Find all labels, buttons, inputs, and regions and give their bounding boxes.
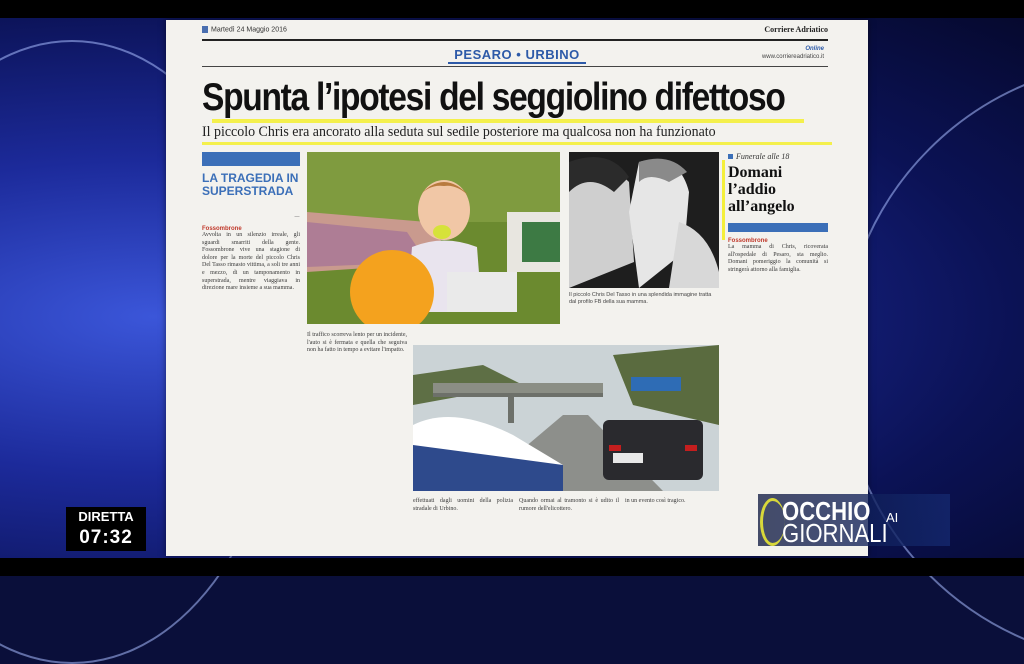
city-tag: Fossombrone [202,226,242,232]
kiss-photo [569,152,719,288]
article-body-right: La mamma di Chris, ricoverata all'ospedale di Pesaro, sta meglio. Domani pomeriggio la comunità si stringerà attorno alla famiglia. [728,244,828,273]
photo-caption: Il piccolo Chris Del Tasso in una splendida immagine tratta dal profilo FB della sua mamma. [569,292,712,305]
right-title: Domani l’addio all’angelo [728,164,795,215]
right-column [728,152,828,274]
live-time: 07:32 [79,527,133,548]
issue-date: Martedì 24 Maggio 2016 [202,26,287,33]
byline: — [294,214,300,220]
accident-scene-photo [413,345,719,491]
article-body-b3: in un evento così tragico. [625,498,686,504]
letterbox-top [0,0,1024,18]
right-city-tag: Fossombrone [728,238,768,244]
newspaper-name: Corriere Adriatico [764,25,828,34]
child-photo-image [307,152,560,324]
program-logo-line2: GIORNALI [782,518,888,548]
kiss-photo-image [569,152,719,288]
yellow-marker-line [722,160,725,240]
headline: Spunta l’ipotesi del seggiolino difettoso [202,76,785,119]
left-kicker: LA TRAGEDIA IN SUPERSTRADA [202,171,299,198]
subheadline: Il piccolo Chris era ancorato alla seduta sul sedile posteriore ma qualcosa non ha funzionato [202,124,716,140]
newspaper-page [166,20,871,556]
right-label-bar [728,223,828,232]
left-column [202,152,300,293]
live-clock-box [66,507,146,551]
letterbox-bottom [0,558,1024,576]
article-body-mid1: Il traffico scorreva lento per un incidente, l'auto si è fermata e quella che seguiva non ha fatto in tempo a evitare l'impatto. [307,332,407,354]
right-kicker: Funerale alle 18 [728,152,828,161]
section-title: PESARO • URBINO [166,47,868,62]
article-body-b1: effettuati dagli uomini della polizia stradale di Urbino. [413,498,513,512]
online-label: Online [805,46,824,52]
bottom-column-3 [625,498,719,506]
live-label: DIRETTA [78,509,134,524]
child-photo [307,152,560,324]
bottom-column-2 [519,498,619,513]
bottom-column-1 [413,498,513,513]
kicker-bar [202,152,300,166]
program-logo [758,494,950,546]
program-logo-ai: AI [886,510,899,525]
header-rule [202,39,828,41]
accident-scene-image [413,345,719,491]
article-body-b2: Quando ormai al tramonto si è udito il rumore dell'elicottero. [519,498,619,512]
section-rule [202,66,828,67]
mid-column-1 [307,332,407,355]
article-body-left: Avvolta in un silenzio irreale, gli sguardi smarriti della gente. Fossombrone vive una stagione di dolore per la morte del piccolo Chris Del Tasso rimasto vittima, a soli tre anni e mezzo, di un tamponamento in superstrada, mentre viaggiava in direzione mare insieme a sua mamma. [202,232,300,292]
site-url: www.corriereadriatico.it [761,54,824,60]
program-logo-line1: OCCHIO [782,496,871,526]
subheadline-highlight [202,142,832,145]
